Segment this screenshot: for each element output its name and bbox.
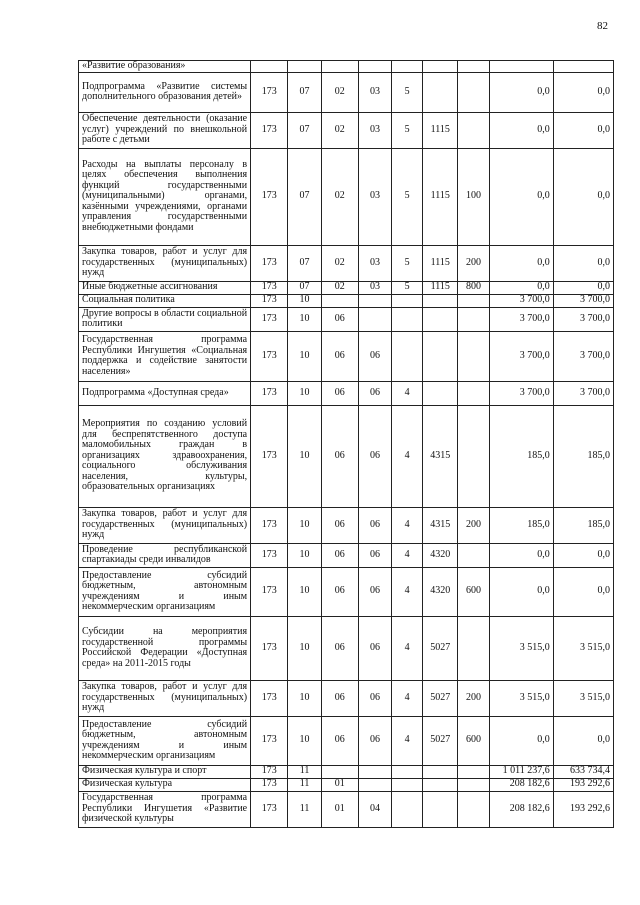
subsection-code: 06 <box>321 507 358 543</box>
article-code: 5027 <box>423 716 458 765</box>
table-row <box>79 616 614 680</box>
expense-type-code <box>458 791 489 827</box>
grbs-code: 173 <box>251 778 288 791</box>
expense-type-code <box>458 294 489 307</box>
sum-year-1: 3 515,0 <box>489 680 553 716</box>
article-code <box>423 331 458 381</box>
subsection-code: 06 <box>321 616 358 680</box>
sum-year-1: 3 700,0 <box>489 294 553 307</box>
subprogram-code: 5 <box>392 245 423 281</box>
subprogram-code: 4 <box>392 616 423 680</box>
sum-year-2: 185,0 <box>553 405 613 507</box>
row-name: Предоставление субсидий бюджетным, автономным учреждениям и иным некоммерческим организациям <box>79 716 251 765</box>
table-row <box>79 778 614 791</box>
expense-type-code <box>458 616 489 680</box>
program-code: 06 <box>358 381 391 405</box>
sum-year-2: 185,0 <box>553 507 613 543</box>
section-code: 07 <box>288 281 321 294</box>
program-code: 03 <box>358 72 391 112</box>
section-code: 10 <box>288 307 321 331</box>
section-code: 10 <box>288 294 321 307</box>
program-code <box>358 778 391 791</box>
grbs-code: 173 <box>251 543 288 567</box>
article-code: 4315 <box>423 507 458 543</box>
table-row <box>79 716 614 765</box>
sum-year-1: 185,0 <box>489 405 553 507</box>
article-code <box>423 791 458 827</box>
subprogram-code <box>392 778 423 791</box>
subprogram-code: 4 <box>392 680 423 716</box>
table-row <box>79 567 614 616</box>
subsection-code <box>321 61 358 73</box>
subsection-code: 01 <box>321 778 358 791</box>
sum-year-1: 3 700,0 <box>489 331 553 381</box>
sum-year-2: 3 515,0 <box>553 616 613 680</box>
subprogram-code: 4 <box>392 405 423 507</box>
table-row <box>79 112 614 148</box>
sum-year-2: 3 700,0 <box>553 307 613 331</box>
expense-type-code <box>458 778 489 791</box>
section-code: 11 <box>288 791 321 827</box>
grbs-code: 173 <box>251 307 288 331</box>
table-row <box>79 543 614 567</box>
subprogram-code: 4 <box>392 716 423 765</box>
grbs-code: 173 <box>251 112 288 148</box>
section-code: 10 <box>288 331 321 381</box>
subprogram-code: 5 <box>392 72 423 112</box>
article-code: 1115 <box>423 245 458 281</box>
subsection-code: 06 <box>321 567 358 616</box>
table-row <box>79 245 614 281</box>
program-code <box>358 307 391 331</box>
table-row <box>79 680 614 716</box>
grbs-code: 173 <box>251 381 288 405</box>
table-row <box>79 791 614 827</box>
table-row <box>79 765 614 778</box>
program-code: 06 <box>358 567 391 616</box>
subprogram-code <box>392 61 423 73</box>
sum-year-2: 3 700,0 <box>553 294 613 307</box>
program-code: 03 <box>358 245 391 281</box>
sum-year-1: 0,0 <box>489 148 553 245</box>
subsection-code: 02 <box>321 245 358 281</box>
sum-year-2 <box>553 61 613 73</box>
sum-year-1: 0,0 <box>489 716 553 765</box>
table-row <box>79 61 614 73</box>
row-name: Закупка товаров, работ и услуг для государственных (муниципальных) нужд <box>79 680 251 716</box>
sum-year-2: 193 292,6 <box>553 778 613 791</box>
grbs-code: 173 <box>251 791 288 827</box>
section-code: 11 <box>288 778 321 791</box>
row-name: Другие вопросы в области социальной политики <box>79 307 251 331</box>
table-row <box>79 405 614 507</box>
section-code: 10 <box>288 567 321 616</box>
article-code <box>423 61 458 73</box>
subsection-code <box>321 765 358 778</box>
program-code: 03 <box>358 148 391 245</box>
expense-type-code <box>458 765 489 778</box>
article-code <box>423 307 458 331</box>
subsection-code: 06 <box>321 331 358 381</box>
sum-year-2: 0,0 <box>553 716 613 765</box>
sum-year-2: 0,0 <box>553 112 613 148</box>
section-code: 10 <box>288 381 321 405</box>
table-row <box>79 72 614 112</box>
sum-year-1 <box>489 61 553 73</box>
row-name: «Развитие образования» <box>79 61 251 73</box>
section-code: 07 <box>288 112 321 148</box>
article-code: 1115 <box>423 281 458 294</box>
expense-type-code: 100 <box>458 148 489 245</box>
budget-table <box>78 60 614 828</box>
subprogram-code: 4 <box>392 381 423 405</box>
section-code: 10 <box>288 616 321 680</box>
subsection-code: 06 <box>321 381 358 405</box>
subsection-code: 06 <box>321 307 358 331</box>
article-code <box>423 381 458 405</box>
program-code: 03 <box>358 112 391 148</box>
article-code: 5027 <box>423 616 458 680</box>
table-row <box>79 381 614 405</box>
sum-year-2: 193 292,6 <box>553 791 613 827</box>
section-code: 07 <box>288 245 321 281</box>
section-code: 10 <box>288 716 321 765</box>
row-name: Государственная программа Республики Ингушетия «Социальная поддержка и содействие занятости населения» <box>79 331 251 381</box>
program-code <box>358 294 391 307</box>
table-row <box>79 148 614 245</box>
sum-year-1: 0,0 <box>489 112 553 148</box>
grbs-code: 173 <box>251 331 288 381</box>
article-code: 4320 <box>423 543 458 567</box>
sum-year-2: 0,0 <box>553 543 613 567</box>
grbs-code: 173 <box>251 405 288 507</box>
row-name: Закупка товаров, работ и услуг для государственных (муниципальных) нужд <box>79 245 251 281</box>
program-code <box>358 765 391 778</box>
subprogram-code: 4 <box>392 543 423 567</box>
subprogram-code <box>392 307 423 331</box>
article-code: 4315 <box>423 405 458 507</box>
section-code: 07 <box>288 72 321 112</box>
expense-type-code: 200 <box>458 680 489 716</box>
row-name: Проведение республиканской спартакиады среди инвалидов <box>79 543 251 567</box>
expense-type-code <box>458 543 489 567</box>
sum-year-1: 208 182,6 <box>489 791 553 827</box>
table-row <box>79 331 614 381</box>
subprogram-code <box>392 765 423 778</box>
section-code: 10 <box>288 507 321 543</box>
grbs-code: 173 <box>251 245 288 281</box>
sum-year-2: 0,0 <box>553 567 613 616</box>
article-code: 1115 <box>423 148 458 245</box>
grbs-code: 173 <box>251 765 288 778</box>
grbs-code: 173 <box>251 680 288 716</box>
subprogram-code: 5 <box>392 112 423 148</box>
row-name: Подпрограмма «Развитие системы дополнительного образования детей» <box>79 72 251 112</box>
grbs-code: 173 <box>251 507 288 543</box>
expense-type-code <box>458 381 489 405</box>
row-name: Закупка товаров, работ и услуг для государственных (муниципальных) нужд <box>79 507 251 543</box>
grbs-code: 173 <box>251 72 288 112</box>
sum-year-2: 0,0 <box>553 281 613 294</box>
expense-type-code <box>458 61 489 73</box>
program-code: 06 <box>358 331 391 381</box>
row-name: Субсидии на мероприятия государственной программы Российской Федерации «Доступная среда» на 2011-2015 годы <box>79 616 251 680</box>
table-row <box>79 507 614 543</box>
expense-type-code: 800 <box>458 281 489 294</box>
row-name: Иные бюджетные ассигнования <box>79 281 251 294</box>
subprogram-code: 5 <box>392 281 423 294</box>
sum-year-1: 3 515,0 <box>489 616 553 680</box>
subprogram-code <box>392 294 423 307</box>
row-name: Социальная политика <box>79 294 251 307</box>
sum-year-1: 0,0 <box>489 567 553 616</box>
row-name: Мероприятия по созданию условий для беспрепятственного доступа маломобильных граждан в организациях здравоохранения, социального обслуживания населения, культуры, образовательных организациях <box>79 405 251 507</box>
article-code <box>423 765 458 778</box>
program-code: 06 <box>358 507 391 543</box>
subsection-code: 02 <box>321 148 358 245</box>
subsection-code: 02 <box>321 112 358 148</box>
subprogram-code: 4 <box>392 567 423 616</box>
section-code: 11 <box>288 765 321 778</box>
row-name: Государственная программа Республики Ингушетия «Развитие физической культуры <box>79 791 251 827</box>
expense-type-code: 200 <box>458 507 489 543</box>
subsection-code: 06 <box>321 716 358 765</box>
program-code: 06 <box>358 680 391 716</box>
expense-type-code <box>458 112 489 148</box>
program-code: 06 <box>358 543 391 567</box>
subsection-code: 06 <box>321 405 358 507</box>
sum-year-2: 3 515,0 <box>553 680 613 716</box>
table-row <box>79 281 614 294</box>
sum-year-1: 0,0 <box>489 281 553 294</box>
sum-year-2: 3 700,0 <box>553 331 613 381</box>
subsection-code: 02 <box>321 72 358 112</box>
section-code: 10 <box>288 405 321 507</box>
grbs-code: 173 <box>251 716 288 765</box>
program-code: 03 <box>358 281 391 294</box>
sum-year-1: 3 700,0 <box>489 307 553 331</box>
program-code: 06 <box>358 405 391 507</box>
sum-year-1: 0,0 <box>489 245 553 281</box>
sum-year-2: 3 700,0 <box>553 381 613 405</box>
section-code <box>288 61 321 73</box>
article-code: 1115 <box>423 112 458 148</box>
program-code: 06 <box>358 616 391 680</box>
subprogram-code <box>392 791 423 827</box>
program-code <box>358 61 391 73</box>
row-name: Расходы на выплаты персоналу в целях обеспечения выполнения функций государственными (муниципальными) органами, казёнными учреждениями, органами управления государственными внебюджетными фондами <box>79 148 251 245</box>
expense-type-code <box>458 405 489 507</box>
subsection-code: 06 <box>321 543 358 567</box>
article-code <box>423 72 458 112</box>
article-code: 4320 <box>423 567 458 616</box>
section-code: 10 <box>288 680 321 716</box>
expense-type-code <box>458 307 489 331</box>
subsection-code: 01 <box>321 791 358 827</box>
article-code <box>423 294 458 307</box>
sum-year-2: 0,0 <box>553 148 613 245</box>
expense-type-code <box>458 72 489 112</box>
article-code <box>423 778 458 791</box>
section-code: 07 <box>288 148 321 245</box>
grbs-code: 173 <box>251 567 288 616</box>
row-name: Физическая культура <box>79 778 251 791</box>
expense-type-code <box>458 331 489 381</box>
table-row <box>79 294 614 307</box>
subsection-code: 06 <box>321 680 358 716</box>
table-row <box>79 307 614 331</box>
grbs-code: 173 <box>251 616 288 680</box>
subsection-code: 02 <box>321 281 358 294</box>
article-code: 5027 <box>423 680 458 716</box>
page-number: 82 <box>597 20 608 32</box>
subprogram-code <box>392 331 423 381</box>
grbs-code: 173 <box>251 294 288 307</box>
sum-year-1: 1 011 237,6 <box>489 765 553 778</box>
program-code: 06 <box>358 716 391 765</box>
row-name: Предоставление субсидий бюджетным, автономным учреждениям и иным некоммерческим организациям <box>79 567 251 616</box>
expense-type-code: 600 <box>458 567 489 616</box>
sum-year-2: 0,0 <box>553 72 613 112</box>
sum-year-2: 0,0 <box>553 245 613 281</box>
row-name: Физическая культура и спорт <box>79 765 251 778</box>
subprogram-code: 5 <box>392 148 423 245</box>
program-code: 04 <box>358 791 391 827</box>
sum-year-1: 208 182,6 <box>489 778 553 791</box>
grbs-code: 173 <box>251 281 288 294</box>
section-code: 10 <box>288 543 321 567</box>
row-name: Подпрограмма «Доступная среда» <box>79 381 251 405</box>
sum-year-1: 0,0 <box>489 72 553 112</box>
expense-type-code: 600 <box>458 716 489 765</box>
sum-year-1: 3 700,0 <box>489 381 553 405</box>
grbs-code <box>251 61 288 73</box>
subprogram-code: 4 <box>392 507 423 543</box>
grbs-code: 173 <box>251 148 288 245</box>
expense-type-code: 200 <box>458 245 489 281</box>
sum-year-1: 185,0 <box>489 507 553 543</box>
subsection-code <box>321 294 358 307</box>
sum-year-2: 633 734,4 <box>553 765 613 778</box>
row-name: Обеспечение деятельности (оказание услуг) учреждений по внешкольной работе с детьми <box>79 112 251 148</box>
sum-year-1: 0,0 <box>489 543 553 567</box>
